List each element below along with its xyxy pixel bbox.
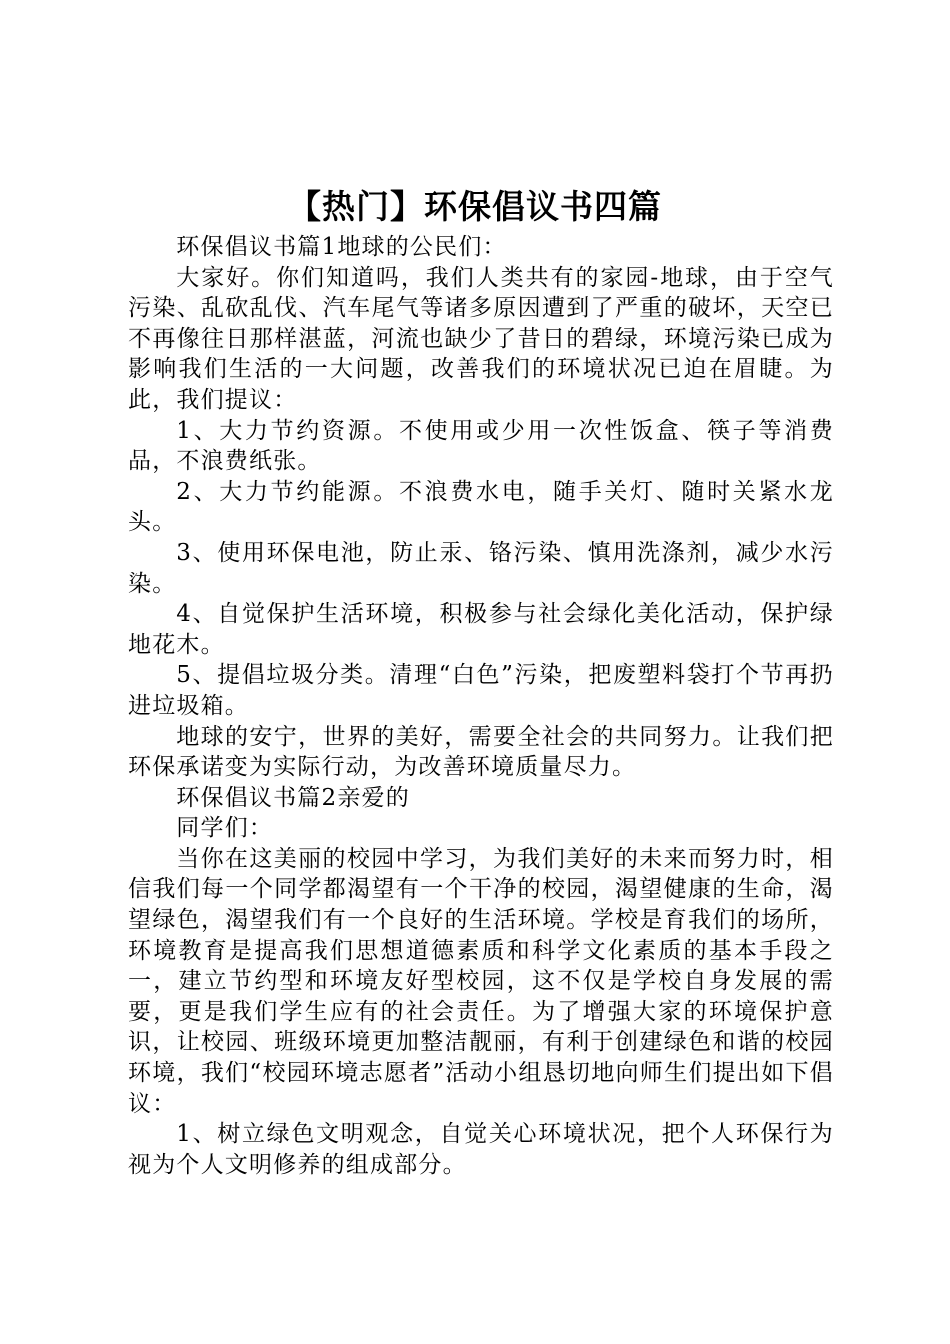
paragraph-item-1-2: 2、大力节约能源。不浪费水电，随手关灯、随时关紧水龙头。 <box>128 478 834 536</box>
paragraph-greeting-2: 同学们： <box>176 815 274 842</box>
paragraph-intro-1: 大家好。你们知道吗，我们人类共有的家园-地球，由于空气污染、乱砍乱伐、汽车尾气等诸多原因遭到了严重的破坏，天空已不再像往日那样湛蓝，河流也缺少了昔日的碧绿，环境污染已成为影响我们生活的一大问题，改善我们的环境状况已迫在眉睫。为此，我们提议： <box>128 264 834 413</box>
paragraph-item-1-5: 5、提倡垃圾分类。清理“白色”污染，把废塑料袋打个节再扔进垃圾箱。 <box>128 662 834 719</box>
document-title: 【热门】环保倡议书四篇 <box>288 187 662 226</box>
paragraph-item-2-1: 1、树立绿色文明观念，自觉关心环境状况，把个人环保行为视为个人文明修养的组成部分。 <box>128 1121 834 1178</box>
paragraph-heading-2: 环保倡议书篇2亲爱的 <box>176 784 410 811</box>
document-body <box>128 232 834 1180</box>
paragraph-greeting-1: 环保倡议书篇1地球的公民们： <box>176 234 507 260</box>
paragraph-item-1-1: 1、大力节约资源。不使用或少用一次性饭盒、筷子等消费品，不浪费纸张。 <box>128 417 834 475</box>
paragraph-intro-2: 当你在这美丽的校园中学习，为我们美好的未来而努力时，相信我们每一个同学都渴望有一个干净的校园，渴望健康的生命，渴望绿色，渴望我们有一个良好的生活环境。学校是育我们的场所，环境教育是提高我们思想道德素质和科学文化素质的基本手段之一，建立节约型和环境友好型校园，这不仅是学校自身发展的需要，更是我们学生应有的社会责任。为了增强大家的环境保护意识，让校园、班级环境更加整洁靓丽，有利于创建绿色和谐的校园环境，我们“校园环境志愿者”活动小组恳切地向师生们提出如下倡议： <box>128 845 834 1117</box>
paragraph-item-1-4: 4、自觉保护生活环境，积极参与社会绿化美化活动，保护绿地花木。 <box>128 601 834 658</box>
paragraph-item-1-3: 3、使用环保电池，防止汞、铬污染、慎用洗涤剂，减少水污染。 <box>128 539 834 597</box>
paragraph-closing-1: 地球的安宁，世界的美好，需要全社会的共同努力。让我们把环保承诺变为实际行动，为改善环境质量尽力。 <box>128 723 834 781</box>
